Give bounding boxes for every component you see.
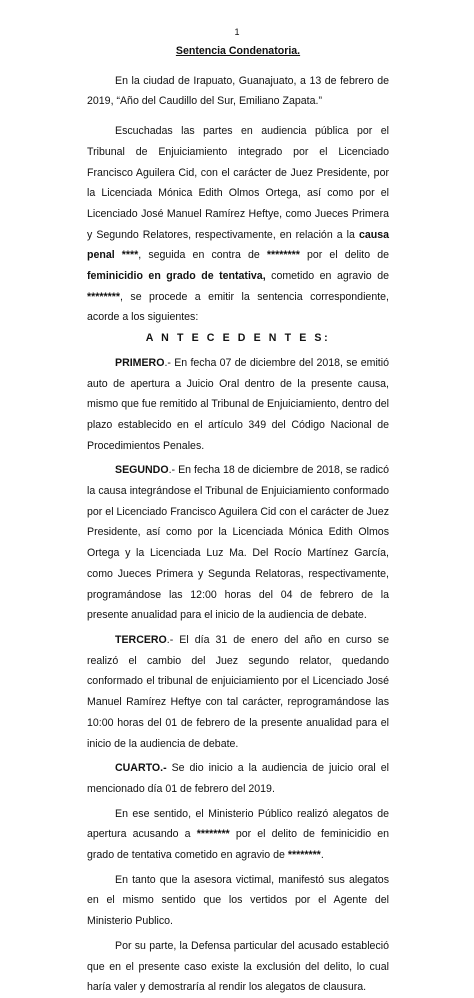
defendant-redacted: ******** bbox=[266, 249, 300, 262]
intro-text-e: por el delito de bbox=[299, 249, 389, 262]
paragraph-segundo bbox=[87, 460, 389, 626]
document-body bbox=[87, 41, 389, 998]
paragraph-asesora: En tanto que la asesora victimal, manifestó sus alegatos en el mismo sentido que los vertidos por el Agente del Ministerio Publico. bbox=[87, 873, 389, 928]
primero-label: PRIMERO bbox=[115, 356, 165, 369]
document-title: Sentencia Condenatoria. bbox=[175, 45, 301, 57]
tercero-text: .- El día 31 de enero del año en curso se realizó el cambio del Juez segundo relator, quedando conformado el tribunal de enjuiciamiento por el Licenciado José Manuel Ramírez Heftye con tal carácter, reprogramándose las 10:00 horas del 01 de febrero de la presente anualidad para el inicio de la audiencia de debate. bbox=[87, 633, 389, 750]
paragraph-defensa: Por su parte, la Defensa particular del acusado estableció que en el presente caso existe la exclusión del delito, lo cual haría valer y demostraría al rendir los alegatos de clausura. bbox=[87, 939, 389, 994]
sentido-text-a: En ese sentido, el Ministerio Público realizó alegatos de apertura acusando a bbox=[87, 807, 389, 841]
segundo-text: .- En fecha 18 de diciembre de 2018, se radicó la causa integrándose el Tribunal de Enjuiciamiento conformado por el Licenciado Francisco Aguilera Cid con el carácter de Juez Presidente, así como por la Licenciada Mónica Edith Olmos Ortega y la Licenciada Luz Ma. Del Rocío Martínez García, como Jueces Primera y Segunda Relatoras, respectivamente, programándose las 12:00 horas del 04 de febrero de la presente anualidad para el inicio de la audiencia de debate. bbox=[87, 464, 389, 622]
tercero-label: TERCERO bbox=[115, 633, 167, 646]
crime-label: feminicidio en grado de tentativa, bbox=[87, 270, 266, 283]
paragraph-cuarto bbox=[87, 758, 389, 799]
intro-text-a: Escuchadas las partes en audiencia pública por el Tribunal de Enjuiciamiento integrado por el Licenciado Francisco Aguilera Cid, con el carácter de Juez Presidente, por la Licenciada Mónica Edith Olmos Ortega, así como por el Licenciado José Manuel Ramírez Heftye, como Jueces Primera y Segundo Relatores, respectivamente, en relación a la bbox=[87, 125, 389, 241]
section-heading-antecedentes: A N T E C E D E N T E S: bbox=[145, 332, 331, 345]
intro-text-i: , se procede a emitir la sentencia correspondiente, acorde a los siguientes: bbox=[87, 290, 389, 324]
intro-text-c: , seguida en contra de bbox=[138, 249, 267, 262]
primero-text: .- En fecha 07 de diciembre del 2018, se emitió auto de apertura a Juicio Oral dentro de la presente causa, mismo que fue remitido al Tribunal de Enjuiciamiento, dentro del plazo establecido en el artículo 349 del Código Nacional de Procedimientos Penales. bbox=[87, 356, 389, 452]
paragraph-location-date: En la ciudad de Irapuato, Guanajuato, a 13 de febrero de 2019, “Año del Caudillo del Sur, Emiliano Zapata.” bbox=[87, 74, 389, 108]
sentido-text-c: por el delito de feminicidio en grado de tentativa cometido en agravio de bbox=[87, 828, 389, 862]
accused-redacted: ******** bbox=[196, 828, 230, 841]
page-number: 1 bbox=[234, 27, 240, 37]
paragraph-primero bbox=[87, 353, 389, 457]
paragraph-intro bbox=[87, 121, 389, 328]
segundo-label: SEGUNDO bbox=[115, 464, 169, 477]
cuarto-label: CUARTO.- bbox=[115, 762, 167, 775]
cuarto-text: Se dio inicio a la audiencia de juicio oral el mencionado día 01 de febrero del 2019. bbox=[87, 762, 389, 795]
paragraph-tercero bbox=[87, 630, 389, 754]
victim-redacted-2: ******** bbox=[287, 849, 321, 862]
causa-penal-label: causa penal **** bbox=[87, 228, 389, 262]
victim-redacted: ******** bbox=[87, 290, 120, 303]
paragraph-ministerio-publico bbox=[87, 804, 389, 866]
intro-text-g: cometido en agravio de bbox=[265, 270, 389, 283]
sentido-text-e: . bbox=[320, 849, 324, 862]
